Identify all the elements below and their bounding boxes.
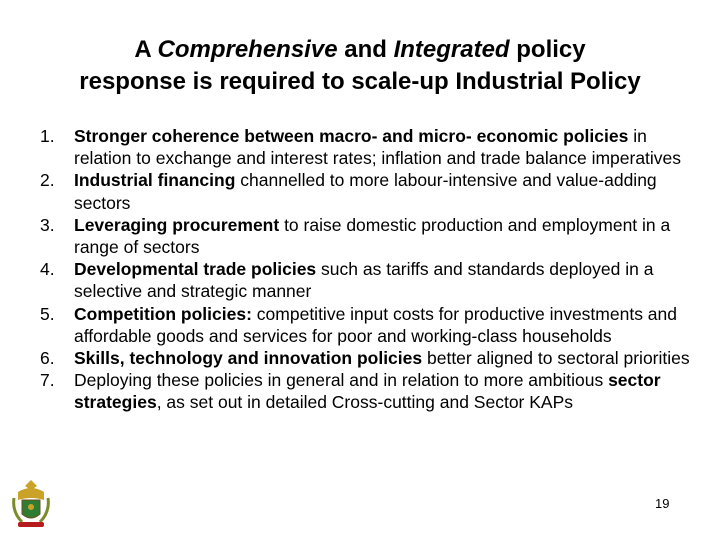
list-item-number: 5.: [40, 303, 55, 324]
list-item-text: Deploying these policies in general and in relation to more ambitious: [74, 370, 609, 391]
list-item: [40, 303, 690, 347]
numbered-list: [40, 125, 690, 414]
list-item-number: 7.: [40, 370, 55, 391]
title-segment: and: [337, 36, 394, 63]
list-item-text: , as set out in detailed Cross-cutting and Sector KAPs: [156, 392, 574, 413]
list-item: [40, 369, 690, 413]
title-segment: Comprehensive: [157, 36, 338, 63]
coat-of-arms-icon: [10, 478, 52, 530]
title-segment: A: [134, 36, 158, 63]
list-item-number: 2.: [40, 170, 55, 191]
list-item-text: competitive input costs for productive investments and affordable goods and services for poor and working-class households: [74, 303, 678, 346]
list-item-emphasis: sector strategies: [74, 370, 661, 413]
list-item-text: to raise domestic production and employment in a range of sectors: [74, 214, 671, 258]
title-segment: policy: [509, 36, 586, 63]
title-line-2: response is required to scale-up Industrial Policy: [79, 68, 641, 95]
list-item-number: 6.: [40, 348, 55, 369]
list-item-emphasis: Industrial financing: [74, 170, 236, 191]
list-item-text: such as tariffs and standards deployed in a selective and strategic manner: [74, 259, 654, 302]
list-item: [40, 347, 690, 369]
list-item: [40, 214, 690, 258]
title-segment: Integrated: [393, 36, 510, 63]
list-item-text: in relation to exchange and interest rates; inflation and trade balance imperatives: [74, 126, 682, 169]
list-item-number: 4.: [40, 259, 55, 280]
slide-title: [20, 34, 700, 98]
list-item-number: 1.: [40, 126, 55, 146]
list-item-number: 3.: [40, 214, 55, 235]
list-item-emphasis: Competition policies:: [74, 303, 252, 324]
list-item: [40, 169, 690, 213]
list-item-emphasis: Stronger coherence between macro- and micro- economic policies: [74, 126, 629, 146]
list-item-emphasis: Leveraging procurement: [74, 214, 280, 235]
page-number: 19: [655, 496, 670, 511]
list-item-text: better aligned to sectoral priorities: [422, 348, 690, 369]
list-item: [40, 258, 690, 302]
list-item-text: channelled to more labour-intensive and value-adding sectors: [74, 170, 657, 213]
list-item: [40, 125, 690, 169]
list-item-emphasis: Skills, technology and innovation policies: [74, 348, 423, 369]
list-item-emphasis: Developmental trade policies: [74, 259, 317, 280]
title-line-1: [20, 34, 700, 66]
